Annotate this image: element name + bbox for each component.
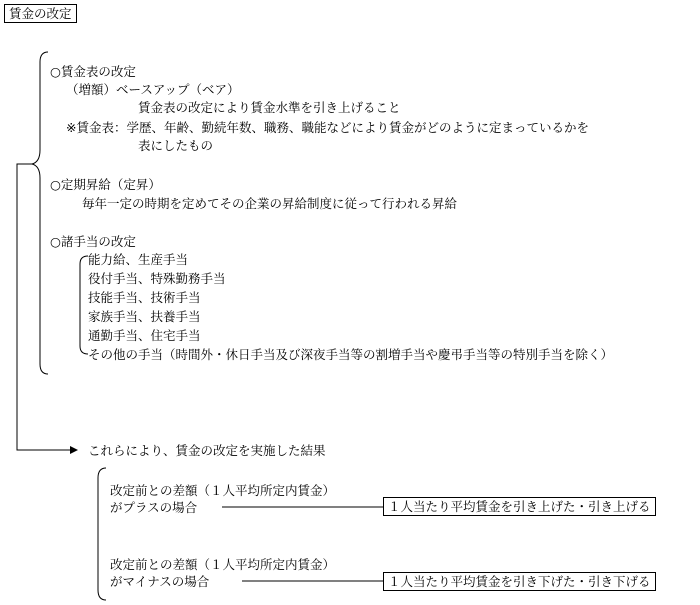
plus-result-box: １人当たり平均賃金を引き上げた・引き上げる (383, 497, 656, 516)
plus-case-line2: がプラスの場合 (110, 500, 198, 515)
main-bracket (32, 52, 48, 374)
section1-subheading: （増額）ベースアップ（ベア） (66, 82, 240, 97)
result-arrowhead (70, 446, 78, 454)
section1-note-line2: 表にしたもの (138, 138, 214, 153)
section3-heading: ○諸手当の改定 (50, 234, 136, 249)
allowance-item: 通勤手当、住宅手当 (88, 328, 201, 343)
allowance-item: 家族手当、扶養手当 (88, 309, 201, 324)
plus-case-line1: 改定前との差額（１人平均所定内賃金） (110, 483, 336, 498)
result-connector (17, 164, 70, 450)
section2-heading: ○定期昇給（定昇） (50, 177, 161, 192)
section1-description: 賃金表の改定により賃金水準を引き上げること (138, 100, 401, 115)
result-bracket (98, 468, 106, 600)
result-label: これらにより、賃金の改定を実施した結果 (88, 443, 326, 458)
minus-result-box: １人当たり平均賃金を引き下げた・引き下げる (383, 572, 656, 591)
allowance-item: 役付手当、特殊勤務手当 (88, 271, 226, 286)
section1-heading: ○賃金表の改定 (50, 64, 136, 79)
allowance-bracket (80, 256, 88, 354)
allowance-item: 技能手当、技術手当 (88, 290, 201, 305)
section1-note-line1: ※賃金表：学歴、年齢、勤続年数、職務、職能などにより賃金がどのように定まっているかを (66, 120, 589, 135)
minus-case-line1: 改定前との差額（１人平均所定内賃金） (110, 557, 336, 572)
page-title: 賃金の改定 (4, 4, 77, 23)
section2-description: 毎年一定の時期を定めてその企業の昇給制度に従って行われる昇給 (82, 196, 458, 211)
allowance-item: その他の手当（時間外・休日手当及び深夜手当等の割増手当や慶弔手当等の特別手当を除く） (88, 347, 614, 362)
minus-case-line2: がマイナスの場合 (110, 574, 210, 589)
allowance-item: 能力給、生産手当 (88, 252, 189, 267)
